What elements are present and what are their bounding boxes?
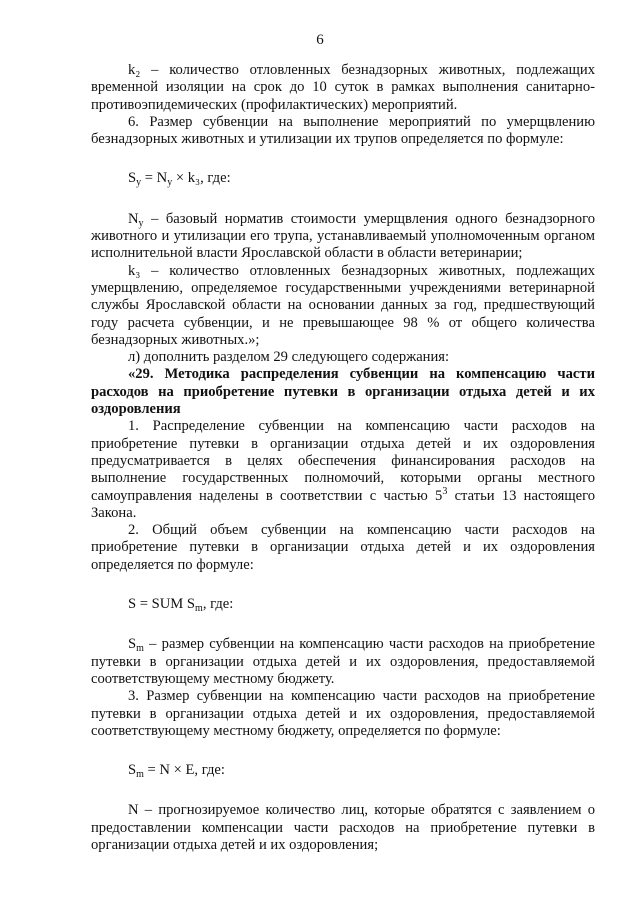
paragraph-item-2: 2. Общий объем субвенции на компенсацию части расходов на приобретение путевки в организации отдыха детей и их оздоровления определяется по формуле: [91,522,595,573]
document-body [91,62,595,854]
paragraph-item-6: 6. Размер субвенции на выполнение мероприятий по умерщвлению безнадзорных животных и утилизации их трупов определяется по формуле: [91,113,595,148]
formula-s-total: S = SUM $S_m$, где: [128,596,234,615]
paragraph-k2-definition: k₂ – количество отловленных безнадзорных животных, подлежащих временной изоляции на срок до 10 суток в рамках выполнения санитарно-противоэпидемических (профилактических) мероприятий. [91,62,595,113]
paragraph-item-1: 1. Распределение субвенции на компенсацию части расходов на приобретение путевки в организации отдыха детей и их оздоровления предусматривается в целях обеспечения финансирования расходов на выполнение государственных полномочий, которыми органы местного самоуправления наделены в соответствии с частью $5^3$ статьи 13 настоящего Закона. [91,418,595,521]
section-29-heading: «29. Методика распределения субвенции на компенсацию части расходов на приобретение путевки в организации отдыха детей и их оздоровления [91,366,595,418]
paragraph-item-3: 3. Размер субвенции на компенсацию части расходов на приобретение путевки в организации отдыха детей и их оздоровления, предоставляемой соответствующему местному бюджету, определяется по формуле: [91,688,595,739]
paragraph-n-definition: N – прогнозируемое количество лиц, которые обратятся с заявлением о предоставлении компенсации части расходов на приобретение путевки в организации отдыха детей и их оздоровления; [91,802,595,853]
formula-sm: $S_m = N \times E$, где: [128,762,225,781]
formula-sy: $S_y = N_y \times k_3$, где: [128,170,231,189]
paragraph-l-addition: л) дополнить разделом 29 следующего содержания: [128,349,450,366]
page-number: 6 [316,32,324,48]
paragraph-k3-definition: k₃ – количество отловленных безнадзорных животных, подлежащих умерщвлению, определяемое государственными учреждениями ветеринарной службы Ярославской области на основании данных за год, предшествующий году расчета субвенции, и не превышающее 98 % от общего количества безнадзорных животных.»; [91,262,595,348]
paragraph-sm-definition: $S_m$ – размер субвенции на компенсацию части расходов на приобретение путевки в организации отдыха детей и их оздоровления, предоставляемой соответствующему местному бюджету. [91,636,595,687]
paragraph-ny-definition: $N_y$ – базовый норматив стоимости умерщвления одного безнадзорного животного и утилизации его трупа, устанавливаемый уполномоченным органом исполнительной власти Ярославской области в области ветеринарии; [91,210,595,262]
